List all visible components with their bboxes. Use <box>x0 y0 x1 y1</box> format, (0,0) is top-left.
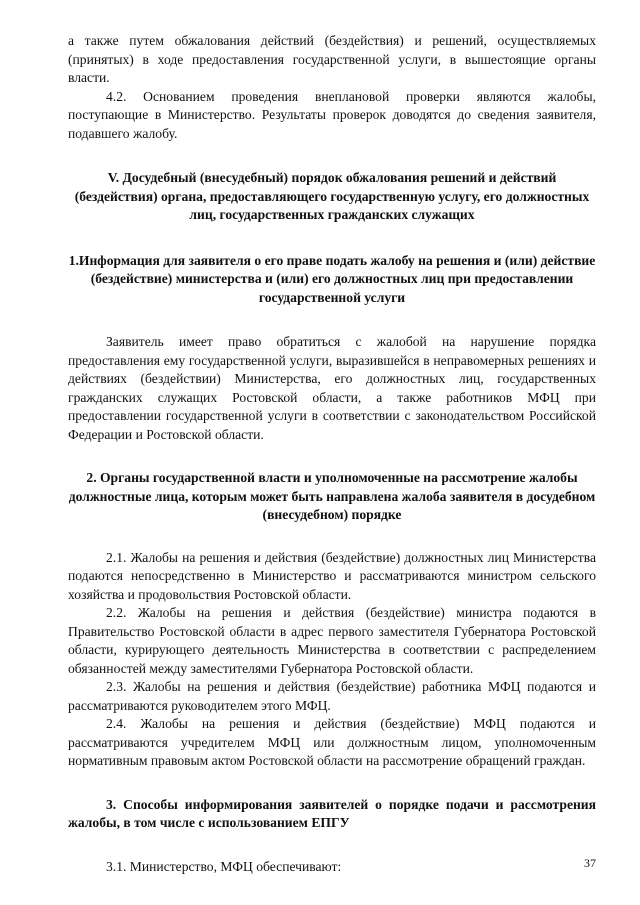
item-2-4: 2.4. Жалобы на решения и действия (бездействие) МФЦ подаются и рассматриваются учредителем МФЦ или должностным лицом, уполномоченным нормативным правовым актом Ростовской области на рассмотрение обращений граждан. <box>68 716 596 768</box>
item-3-1: 3.1. Министерство, МФЦ обеспечивают: <box>106 858 342 874</box>
item-2-2: 2.2. Жалобы на решения и действия (бездействие) министра подаются в Правительство Ростовской области в адрес первого заместителя Губернатора Ростовской области, курирующего деятельность Министерства в соответствии с распределением обязанностей между заместителями Губернатора Ростовской области. <box>68 605 596 676</box>
subsection-2-title: 2. Органы государственной власти и уполномоченные на рассмотрение жалобы должностные лица, которым может быть направлена жалоба заявителя в досудебном (внесудебном) порядке <box>68 470 596 522</box>
page-number: 37 <box>584 856 596 870</box>
section-5-title: V. Досудебный (внесудебный) порядок обжалования решений и действий (бездействия) органа, предоставляющего государственную услугу, его должностных лиц, государственных гражданских служащих <box>74 170 590 222</box>
subsection-1-text: Заявитель имеет право обратиться с жалобой на нарушение порядка предоставления ему государственной услуги, выразившейся в неправомерных решениях и действиях (бездействии) Министерства, его должностных лиц, государственных гражданских служащих Ростовской области, а также работников МФЦ при предоставлении государственной услуги в соответствии с законодательством Российской Федерации и Ростовской области. <box>68 334 596 442</box>
paragraph-continuation: а также путем обжалования действий (бездействия) и решений, осуществляемых (принятых) в ходе предоставления государственной услуги, в вышестоящие органы власти. <box>68 33 596 85</box>
paragraph-4-2: 4.2. Основанием проведения внеплановой проверки являются жалобы, поступающие в Министерство. Результаты проверок доводятся до сведения заявителя, подавшего жалобу. <box>68 88 596 141</box>
item-2-3: 2.3. Жалобы на решения и действия (бездействие) работника МФЦ подаются и рассматриваются руководителем этого МФЦ. <box>68 679 596 713</box>
subsection-1-title: 1.Информация для заявителя о его праве подать жалобу на решения и (или) действие (бездействие) министерства и (или) его должностных лиц при предоставлении государственной услуги <box>68 252 596 305</box>
item-2-1: 2.1. Жалобы на решения и действия (бездействие) должностных лиц Министерства подаются непосредственно в Министерство и рассматриваются министром сельского хозяйства и продовольствия Ростовской области. <box>68 549 596 602</box>
subsection-3-title: 3. Способы информирования заявителей о порядке подачи и рассмотрения жалобы, в том числе с использованием ЕПГУ <box>68 796 596 830</box>
